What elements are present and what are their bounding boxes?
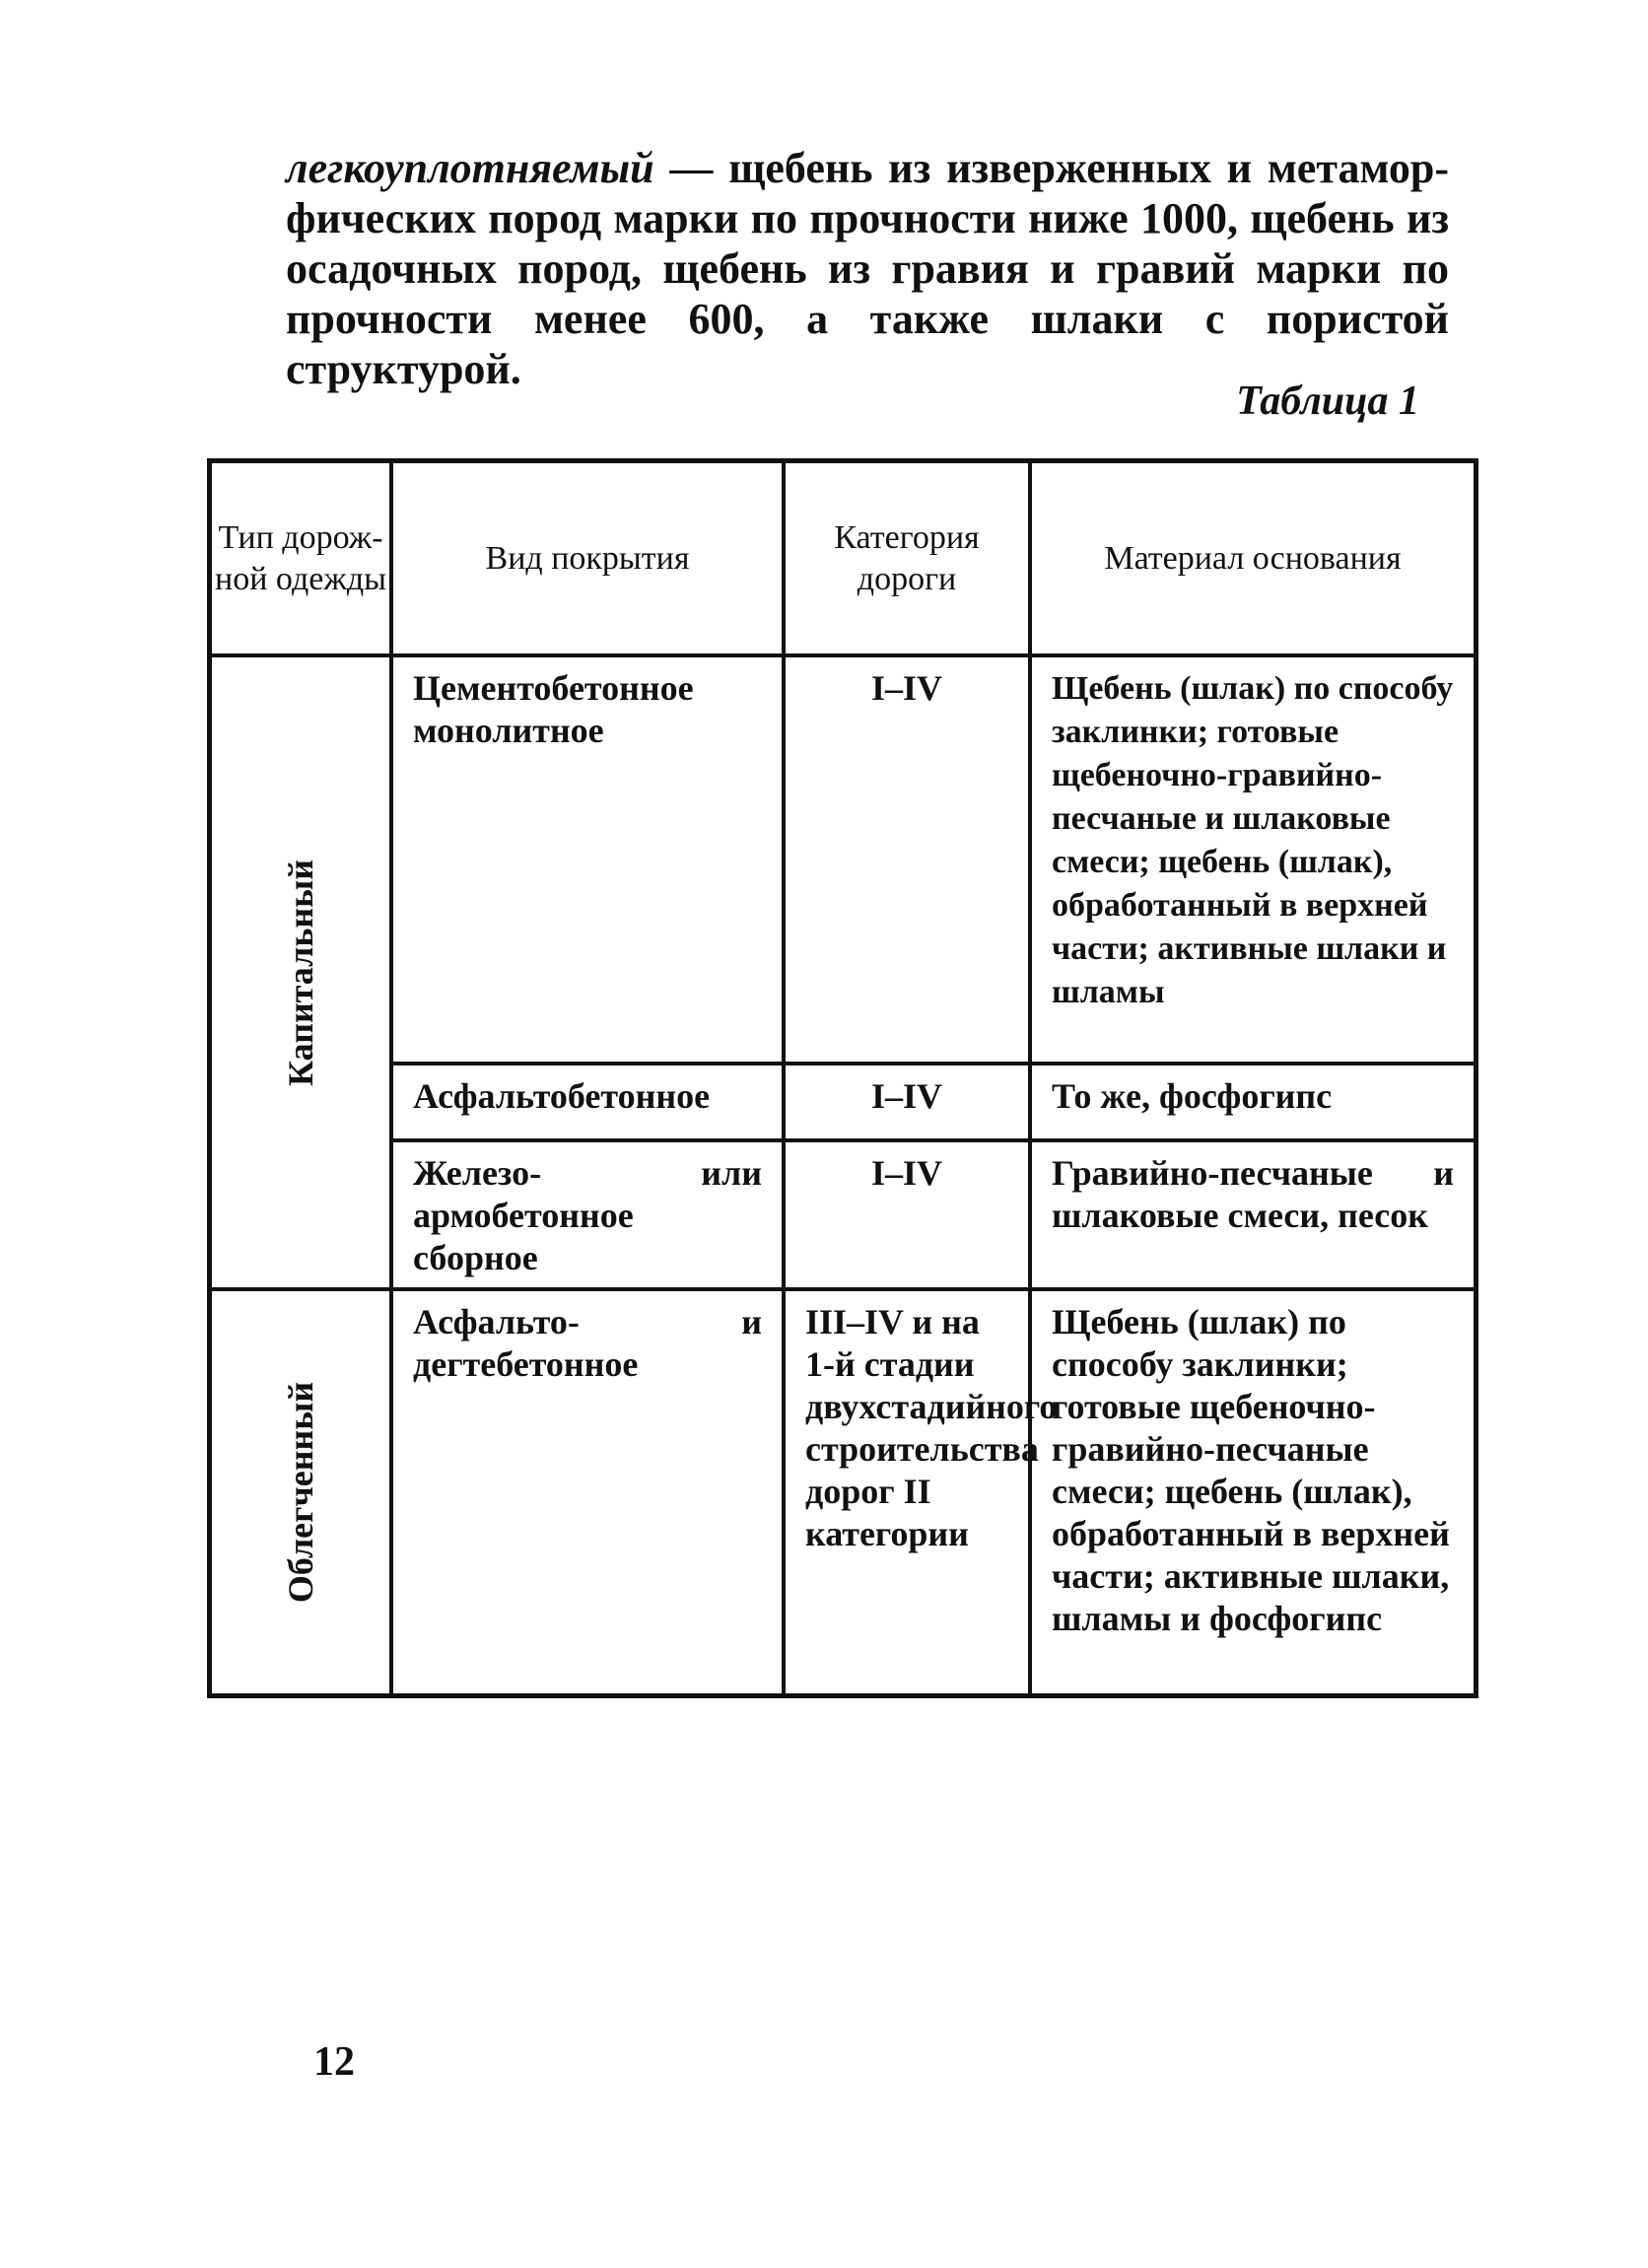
category-cell: I–IV — [870, 1076, 943, 1116]
intro-paragraph — [286, 143, 1449, 394]
intro-line: прочности менее 600, а также шлаки с пористой структурой. — [286, 295, 1449, 393]
material-cell: Гравийно-песчаные и шлаковые смеси, песок — [1052, 1153, 1454, 1235]
material-cell: То же, фосфогипс — [1052, 1076, 1333, 1116]
type-cell-capital — [212, 657, 389, 1287]
cover-cell: Железо- или армобетонное сборное — [413, 1153, 762, 1277]
term: легкоуплотняемый — [286, 144, 654, 192]
page-number: 12 — [313, 2039, 355, 2085]
road-surface-table — [207, 458, 1478, 1698]
category-cell: III–IV и на 1-й стадии двухстадийного строительства дорог II категории — [805, 1302, 1058, 1553]
header-category: Категория дороги — [834, 518, 980, 597]
cover-cell: Цементобетонное монолитное — [413, 668, 694, 750]
table-caption: Таблица 1 — [1236, 378, 1419, 424]
type-label: Облегченный — [281, 1381, 320, 1604]
header-material: Материал основания — [1104, 539, 1402, 577]
material-cell: Щебень (шлак) по способу заклинки; готовые щебеночно-гравийно-песчаные смеси; щебень (шлак), обработанный в верхней части; активные шлаки, шламы и фосфогипс — [1052, 1302, 1450, 1638]
cover-cell: Асфальтобетонное — [413, 1076, 711, 1116]
intro-line: фических пород марки по прочности ниже 1000, щебень из — [286, 194, 1449, 242]
category-cell: I–IV — [870, 1153, 943, 1193]
header-type: Тип дорож- ной одежды — [215, 518, 386, 597]
intro-line — [286, 143, 1449, 193]
type-cell-light — [212, 1291, 389, 1693]
type-label: Капитальный — [281, 859, 320, 1086]
header-cover: Вид покрытия — [485, 539, 690, 577]
category-cell: I–IV — [870, 668, 943, 708]
cover-cell: Асфальто- и дегтебетонное — [413, 1302, 762, 1384]
material-cell: Щебень (шлак) по способу заклинки; готовые щебеночно-гравийно-песчаные и шлаковые смеси; щебень (шлак), обработанный в верхней части; активные шлаки и шламы — [1052, 670, 1454, 1010]
intro-line: осадочных пород, щебень из гравия и гравий марки по — [286, 244, 1449, 293]
intro-line-text: — щебень из изверженных и метамор- — [653, 144, 1449, 192]
